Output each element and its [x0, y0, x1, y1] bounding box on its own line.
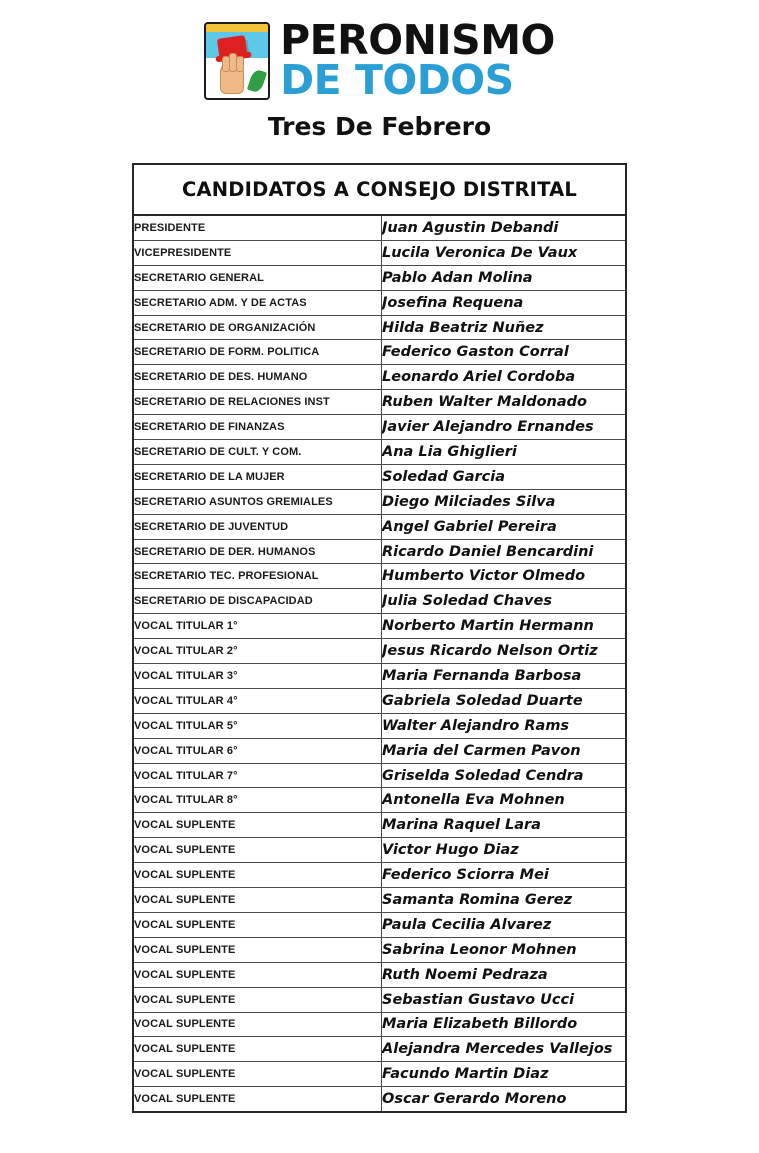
table-row [134, 315, 625, 340]
role-cell: VOCAL SUPLENTE [134, 962, 382, 987]
table-row [134, 1087, 625, 1111]
role-cell: SECRETARIO DE DER. HUMANOS [134, 539, 382, 564]
wordmark [280, 16, 555, 104]
candidate-name-cell: Walter Alejandro Rams [382, 713, 626, 738]
table-row [134, 216, 625, 240]
candidate-name-cell: Norberto Martin Hermann [382, 614, 626, 639]
role-cell: SECRETARIO TEC. PROFESIONAL [134, 564, 382, 589]
table-row [134, 1037, 625, 1062]
candidate-name-cell: Antonella Eva Mohnen [382, 788, 626, 813]
candidate-name-cell: Alejandra Mercedes Vallejos [382, 1037, 626, 1062]
table-row [134, 738, 625, 763]
candidate-name-cell: Soledad Garcia [382, 464, 626, 489]
emblem-leaf-shape [247, 68, 267, 93]
candidate-name-cell: Diego Milciades Silva [382, 489, 626, 514]
candidate-name-cell: Maria del Carmen Pavon [382, 738, 626, 763]
candidate-name-cell: Julia Soledad Chaves [382, 589, 626, 614]
candidate-name-cell: Josefina Requena [382, 290, 626, 315]
candidate-name-cell: Ruth Noemi Pedraza [382, 962, 626, 987]
table-row [134, 464, 625, 489]
candidate-name-cell: Victor Hugo Diaz [382, 838, 626, 863]
table-row [134, 390, 625, 415]
table-row [134, 614, 625, 639]
candidate-name-cell: Paula Cecilia Alvarez [382, 912, 626, 937]
role-cell: VOCAL SUPLENTE [134, 888, 382, 913]
role-cell: VOCAL TITULAR 7° [134, 763, 382, 788]
role-cell: VOCAL SUPLENTE [134, 1062, 382, 1087]
role-cell: SECRETARIO GENERAL [134, 265, 382, 290]
table-title: CANDIDATOS A CONSEJO DISTRITAL [134, 165, 625, 216]
document-header [0, 0, 759, 141]
role-cell: VOCAL TITULAR 5° [134, 713, 382, 738]
role-cell: SECRETARIO ASUNTOS GREMIALES [134, 489, 382, 514]
emblem-hand-shape [220, 62, 244, 94]
role-cell: SECRETARIO DE FINANZAS [134, 415, 382, 440]
emblem-finger [236, 56, 244, 72]
candidate-name-cell: Federico Sciorra Mei [382, 863, 626, 888]
candidate-name-cell: Lucila Veronica De Vaux [382, 240, 626, 265]
candidate-name-cell: Samanta Romina Gerez [382, 888, 626, 913]
table-row [134, 489, 625, 514]
table-row [134, 440, 625, 465]
role-cell: SECRETARIO DE FORM. POLITICA [134, 340, 382, 365]
table-row [134, 514, 625, 539]
table-row [134, 962, 625, 987]
candidates-table [134, 216, 625, 1111]
role-cell: SECRETARIO DE DES. HUMANO [134, 365, 382, 390]
table-row [134, 415, 625, 440]
candidate-name-cell: Maria Fernanda Barbosa [382, 664, 626, 689]
candidate-name-cell: Angel Gabriel Pereira [382, 514, 626, 539]
candidate-name-cell: Oscar Gerardo Moreno [382, 1087, 626, 1111]
wordmark-line-2: DE TODOS [280, 56, 514, 104]
role-cell: VOCAL SUPLENTE [134, 1037, 382, 1062]
table-row [134, 987, 625, 1012]
role-cell: VOCAL TITULAR 4° [134, 688, 382, 713]
role-cell: SECRETARIO ADM. Y DE ACTAS [134, 290, 382, 315]
emblem-top-bar [206, 24, 268, 32]
role-cell: VOCAL TITULAR 8° [134, 788, 382, 813]
role-cell: SECRETARIO DE LA MUJER [134, 464, 382, 489]
table-row [134, 937, 625, 962]
table-row [134, 240, 625, 265]
candidates-table-container [132, 163, 627, 1113]
table-row [134, 788, 625, 813]
role-cell: SECRETARIO DE JUVENTUD [134, 514, 382, 539]
candidate-name-cell: Ruben Walter Maldonado [382, 390, 626, 415]
candidate-name-cell: Pablo Adan Molina [382, 265, 626, 290]
peronismo-emblem-icon [204, 22, 270, 100]
role-cell: VICEPRESIDENTE [134, 240, 382, 265]
table-row [134, 564, 625, 589]
candidate-name-cell: Facundo Martin Diaz [382, 1062, 626, 1087]
candidate-name-cell: Hilda Beatriz Nuñez [382, 315, 626, 340]
role-cell: PRESIDENTE [134, 216, 382, 240]
candidate-name-cell: Federico Gaston Corral [382, 340, 626, 365]
table-row [134, 639, 625, 664]
role-cell: SECRETARIO DE RELACIONES INST [134, 390, 382, 415]
table-row [134, 539, 625, 564]
table-row [134, 763, 625, 788]
candidate-name-cell: Griselda Soledad Cendra [382, 763, 626, 788]
table-row [134, 589, 625, 614]
role-cell: VOCAL TITULAR 3° [134, 664, 382, 689]
table-row [134, 1062, 625, 1087]
role-cell: VOCAL SUPLENTE [134, 863, 382, 888]
table-row [134, 888, 625, 913]
role-cell: VOCAL SUPLENTE [134, 1087, 382, 1111]
role-cell: SECRETARIO DE DISCAPACIDAD [134, 589, 382, 614]
candidate-name-cell: Marina Raquel Lara [382, 813, 626, 838]
wordmark-line-1: PERONISMO [280, 16, 555, 65]
role-cell: VOCAL SUPLENTE [134, 1012, 382, 1037]
candidate-name-cell: Humberto Victor Olmedo [382, 564, 626, 589]
candidate-name-cell: Ricardo Daniel Bencardini [382, 539, 626, 564]
header-subtitle: Tres De Febrero [267, 112, 492, 141]
role-cell: SECRETARIO DE CULT. Y COM. [134, 440, 382, 465]
table-row [134, 290, 625, 315]
role-cell: VOCAL TITULAR 6° [134, 738, 382, 763]
table-row [134, 340, 625, 365]
table-row [134, 838, 625, 863]
table-row [134, 265, 625, 290]
table-row [134, 863, 625, 888]
role-cell: VOCAL TITULAR 2° [134, 639, 382, 664]
table-row [134, 365, 625, 390]
candidate-name-cell: Javier Alejandro Ernandes [382, 415, 626, 440]
logo-row [204, 16, 555, 104]
role-cell: VOCAL SUPLENTE [134, 987, 382, 1012]
table-row [134, 688, 625, 713]
table-row [134, 912, 625, 937]
candidate-name-cell: Gabriela Soledad Duarte [382, 688, 626, 713]
table-row [134, 813, 625, 838]
role-cell: VOCAL SUPLENTE [134, 937, 382, 962]
role-cell: SECRETARIO DE ORGANIZACIÓN [134, 315, 382, 340]
candidate-name-cell: Ana Lia Ghiglieri [382, 440, 626, 465]
candidate-name-cell: Leonardo Ariel Cordoba [382, 365, 626, 390]
candidate-name-cell: Sabrina Leonor Mohnen [382, 937, 626, 962]
role-cell: VOCAL SUPLENTE [134, 838, 382, 863]
candidate-name-cell: Juan Agustin Debandi [382, 219, 559, 236]
candidate-name-cell: Sebastian Gustavo Ucci [382, 987, 626, 1012]
role-cell: VOCAL SUPLENTE [134, 813, 382, 838]
role-cell: VOCAL TITULAR 1° [134, 614, 382, 639]
table-row [134, 1012, 625, 1037]
role-cell: VOCAL SUPLENTE [134, 912, 382, 937]
candidate-name-cell: Maria Elizabeth Billordo [382, 1012, 626, 1037]
table-row [134, 664, 625, 689]
candidate-name-cell: Jesus Ricardo Nelson Ortiz [382, 639, 626, 664]
table-row [134, 713, 625, 738]
